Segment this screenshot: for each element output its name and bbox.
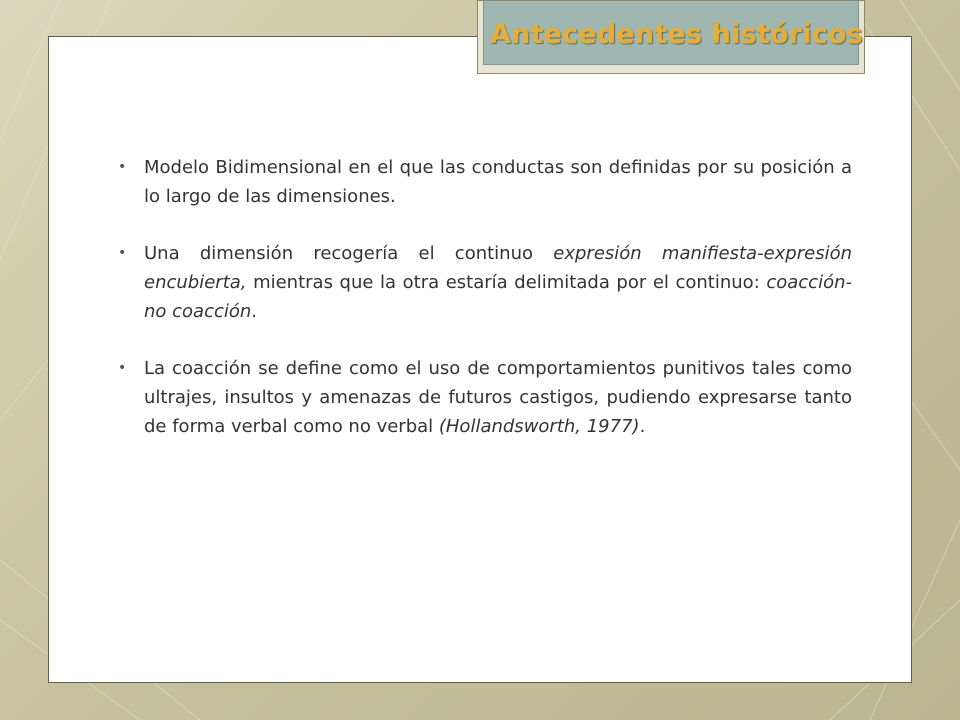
- bullet-text: La coacción se define como el uso de comportamientos punitivos tales como ultrajes, insultos y amenazas de futuros castigos, pudiendo expresarse tanto de forma verbal como no verbal: [144, 358, 852, 437]
- bullet-dot-icon: •: [118, 159, 127, 175]
- title-frame: [477, 0, 865, 74]
- bullet-text: Una dimensión recogería el continuo: [144, 243, 554, 264]
- bullet-text-italic: (Hollandsworth, 1977): [438, 416, 640, 437]
- bullet-list: [118, 153, 852, 469]
- bullet-text: .: [251, 301, 258, 322]
- bullet-text: Modelo Bidimensional en el que las conductas son definidas por su posición a lo largo de las dimensiones.: [144, 157, 852, 207]
- bullet-text-italic: expresión manifiesta-expresión encubierta,: [144, 243, 852, 293]
- bullet-item: [118, 354, 852, 441]
- bullet-text: mientras que la otra estaría delimitada por el continuo:: [246, 272, 767, 293]
- bullet-dot-icon: •: [118, 360, 127, 376]
- bullet-dot-icon: •: [118, 245, 127, 261]
- bullet-item: [118, 239, 852, 326]
- bullet-text-italic: coacción-no coacción: [144, 272, 852, 322]
- bullet-text: .: [639, 416, 646, 437]
- slide-title: Antecedentes históricos: [490, 19, 864, 50]
- bullet-item: [118, 153, 852, 211]
